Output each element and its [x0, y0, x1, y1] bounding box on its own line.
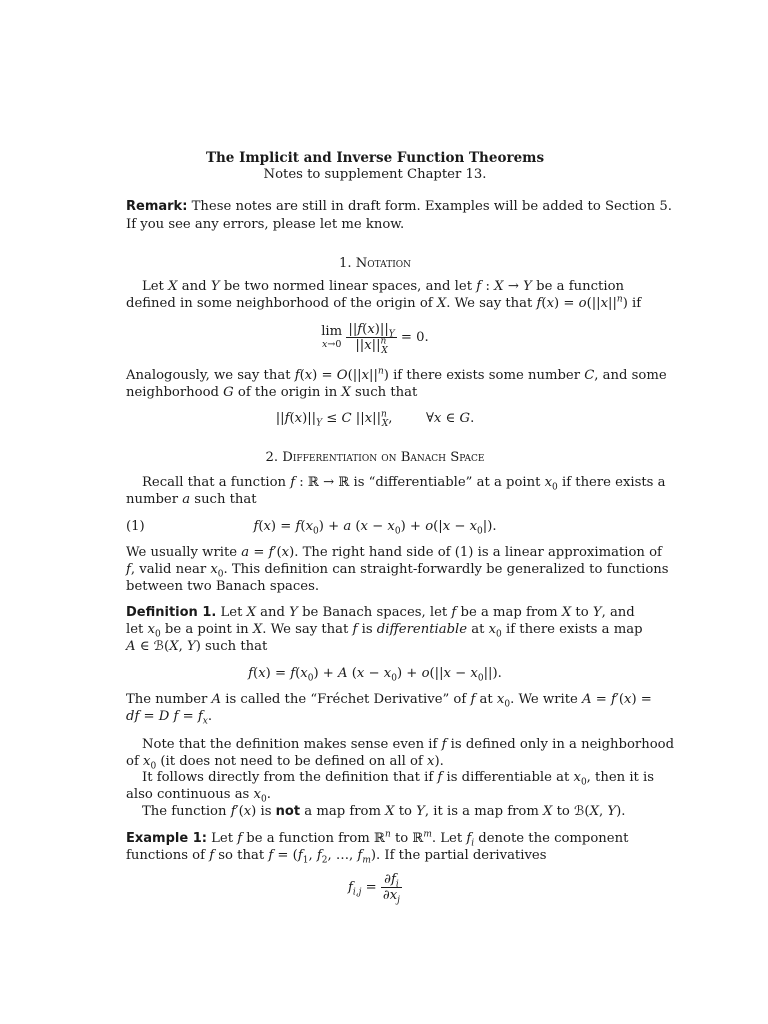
- paragraph-line: defined in some neighborhood of the origin of X. We say that $f(x) = o(||x||^n)$ if: [126, 294, 642, 311]
- equation-frechet: $f(x) = f(x_0) + A$ $(x - x_0) + o(||x - x_0||)$.: [248, 666, 502, 684]
- paragraph-line: We usually write a = f′(x). The right hand side of (1) is a linear approximation of: [126, 545, 662, 560]
- paragraph-line: f, valid near $x_0$. This definition can straight-forwardly be generalized to functions: [126, 562, 669, 580]
- example-line: Example 1: Let f be a function from ℝ$^n$ to ℝ$^m$. Let $f_i$ denote the component: [126, 829, 629, 849]
- definition-line: Definition 1. Let X and Y be Banach spaces, let f be a map from X to Y, and: [126, 605, 635, 620]
- equation-big-o: $||f(x)||_Y \le C$ $||x||^n_X$, ∀x ∈ G.: [275, 409, 475, 429]
- paragraph-line: neighborhood G of the origin in X such that: [126, 385, 418, 400]
- page-title: The Implicit and Inverse Function Theorems: [205, 150, 545, 166]
- paragraph-line: between two Banach spaces.: [126, 579, 320, 594]
- paragraph-line: also continuous as $x_0$.: [126, 787, 271, 805]
- remark-label: Remark:: [126, 199, 188, 214]
- paragraph-line: number a such that: [126, 492, 257, 507]
- example-label: Example 1:: [126, 831, 207, 846]
- equation-1: (1) $f(x) = f(x_0) + a$ $(x - x_0) + o(|x - x_0|)$.: [126, 519, 497, 537]
- paragraph-line: The number A is called the “Fréchet Derivative” of f at $x_0$. We write A = f′(x) =: [126, 692, 652, 710]
- remark-line-1: [126, 199, 672, 215]
- equation-tag: (1): [126, 519, 145, 534]
- paragraph-line: df = D $f = f_x$.: [126, 709, 213, 727]
- page-subtitle: Notes to supplement Chapter 13.: [263, 167, 487, 182]
- remark-line-2: If you see any errors, please let me know.: [126, 217, 405, 232]
- paragraph-line: It follows directly from the definition that if f is differentiable at $x_0$, then it is: [142, 770, 655, 788]
- section-heading-differentiation: 2. Differentiation on Banach Space: [265, 450, 485, 465]
- paragraph-line: Let X and Y be two normed linear spaces, and let f : X → Y be a function: [142, 279, 625, 294]
- definition-line: let $x_0$ be a point in X. We say that f is differentiable at $x_0$ if there exists a map: [126, 622, 643, 640]
- equation-partial: $f_{i,j}$ = $\frac{\partial f_i}{\partial x_j}$: [348, 872, 400, 906]
- section-heading-notation: 1. Notation: [338, 256, 412, 271]
- paragraph-line: Analogously, we say that $f(x) = O(||x||^n)$ if there exists some number C, and some: [126, 366, 667, 383]
- fraction: $\frac{||f(x)||_Y}{||x||^n_X}$: [348, 322, 395, 356]
- remark-text-1: These notes are still in draft form. Examples will be added to Section 5.: [191, 199, 672, 214]
- paragraph-line: The function f′(x) is not a map from X to Y, it is a map from X to ℬ(X, Y).: [142, 804, 626, 819]
- equation-little-o: lim x→0 $\frac{||f(x)||_Y}{||x||^n_X}$ = 0.: [321, 322, 429, 356]
- definition-label: Definition 1.: [126, 605, 217, 620]
- fraction: $\frac{\partial f_i}{\partial x_j}$: [382, 872, 400, 906]
- definition-line: A ∈ ℬ(X, Y) such that: [126, 639, 268, 654]
- paragraph-line: Recall that a function f : ℝ → ℝ is “differentiable” at a point $x_0$ if there exists a: [142, 475, 666, 493]
- paragraph-line: Note that the definition makes sense even if f is defined only in a neighborhood: [142, 737, 675, 752]
- limit-operator: lim x→0: [321, 323, 343, 350]
- paragraph-line: of $x_0$ (it does not need to be defined on all of x).: [126, 754, 444, 772]
- example-line: functions of f so that $f = (f_1$, $f_2$, …, $f_m$). If the partial derivatives: [126, 848, 547, 866]
- document-page: [126, 0, 675, 1024]
